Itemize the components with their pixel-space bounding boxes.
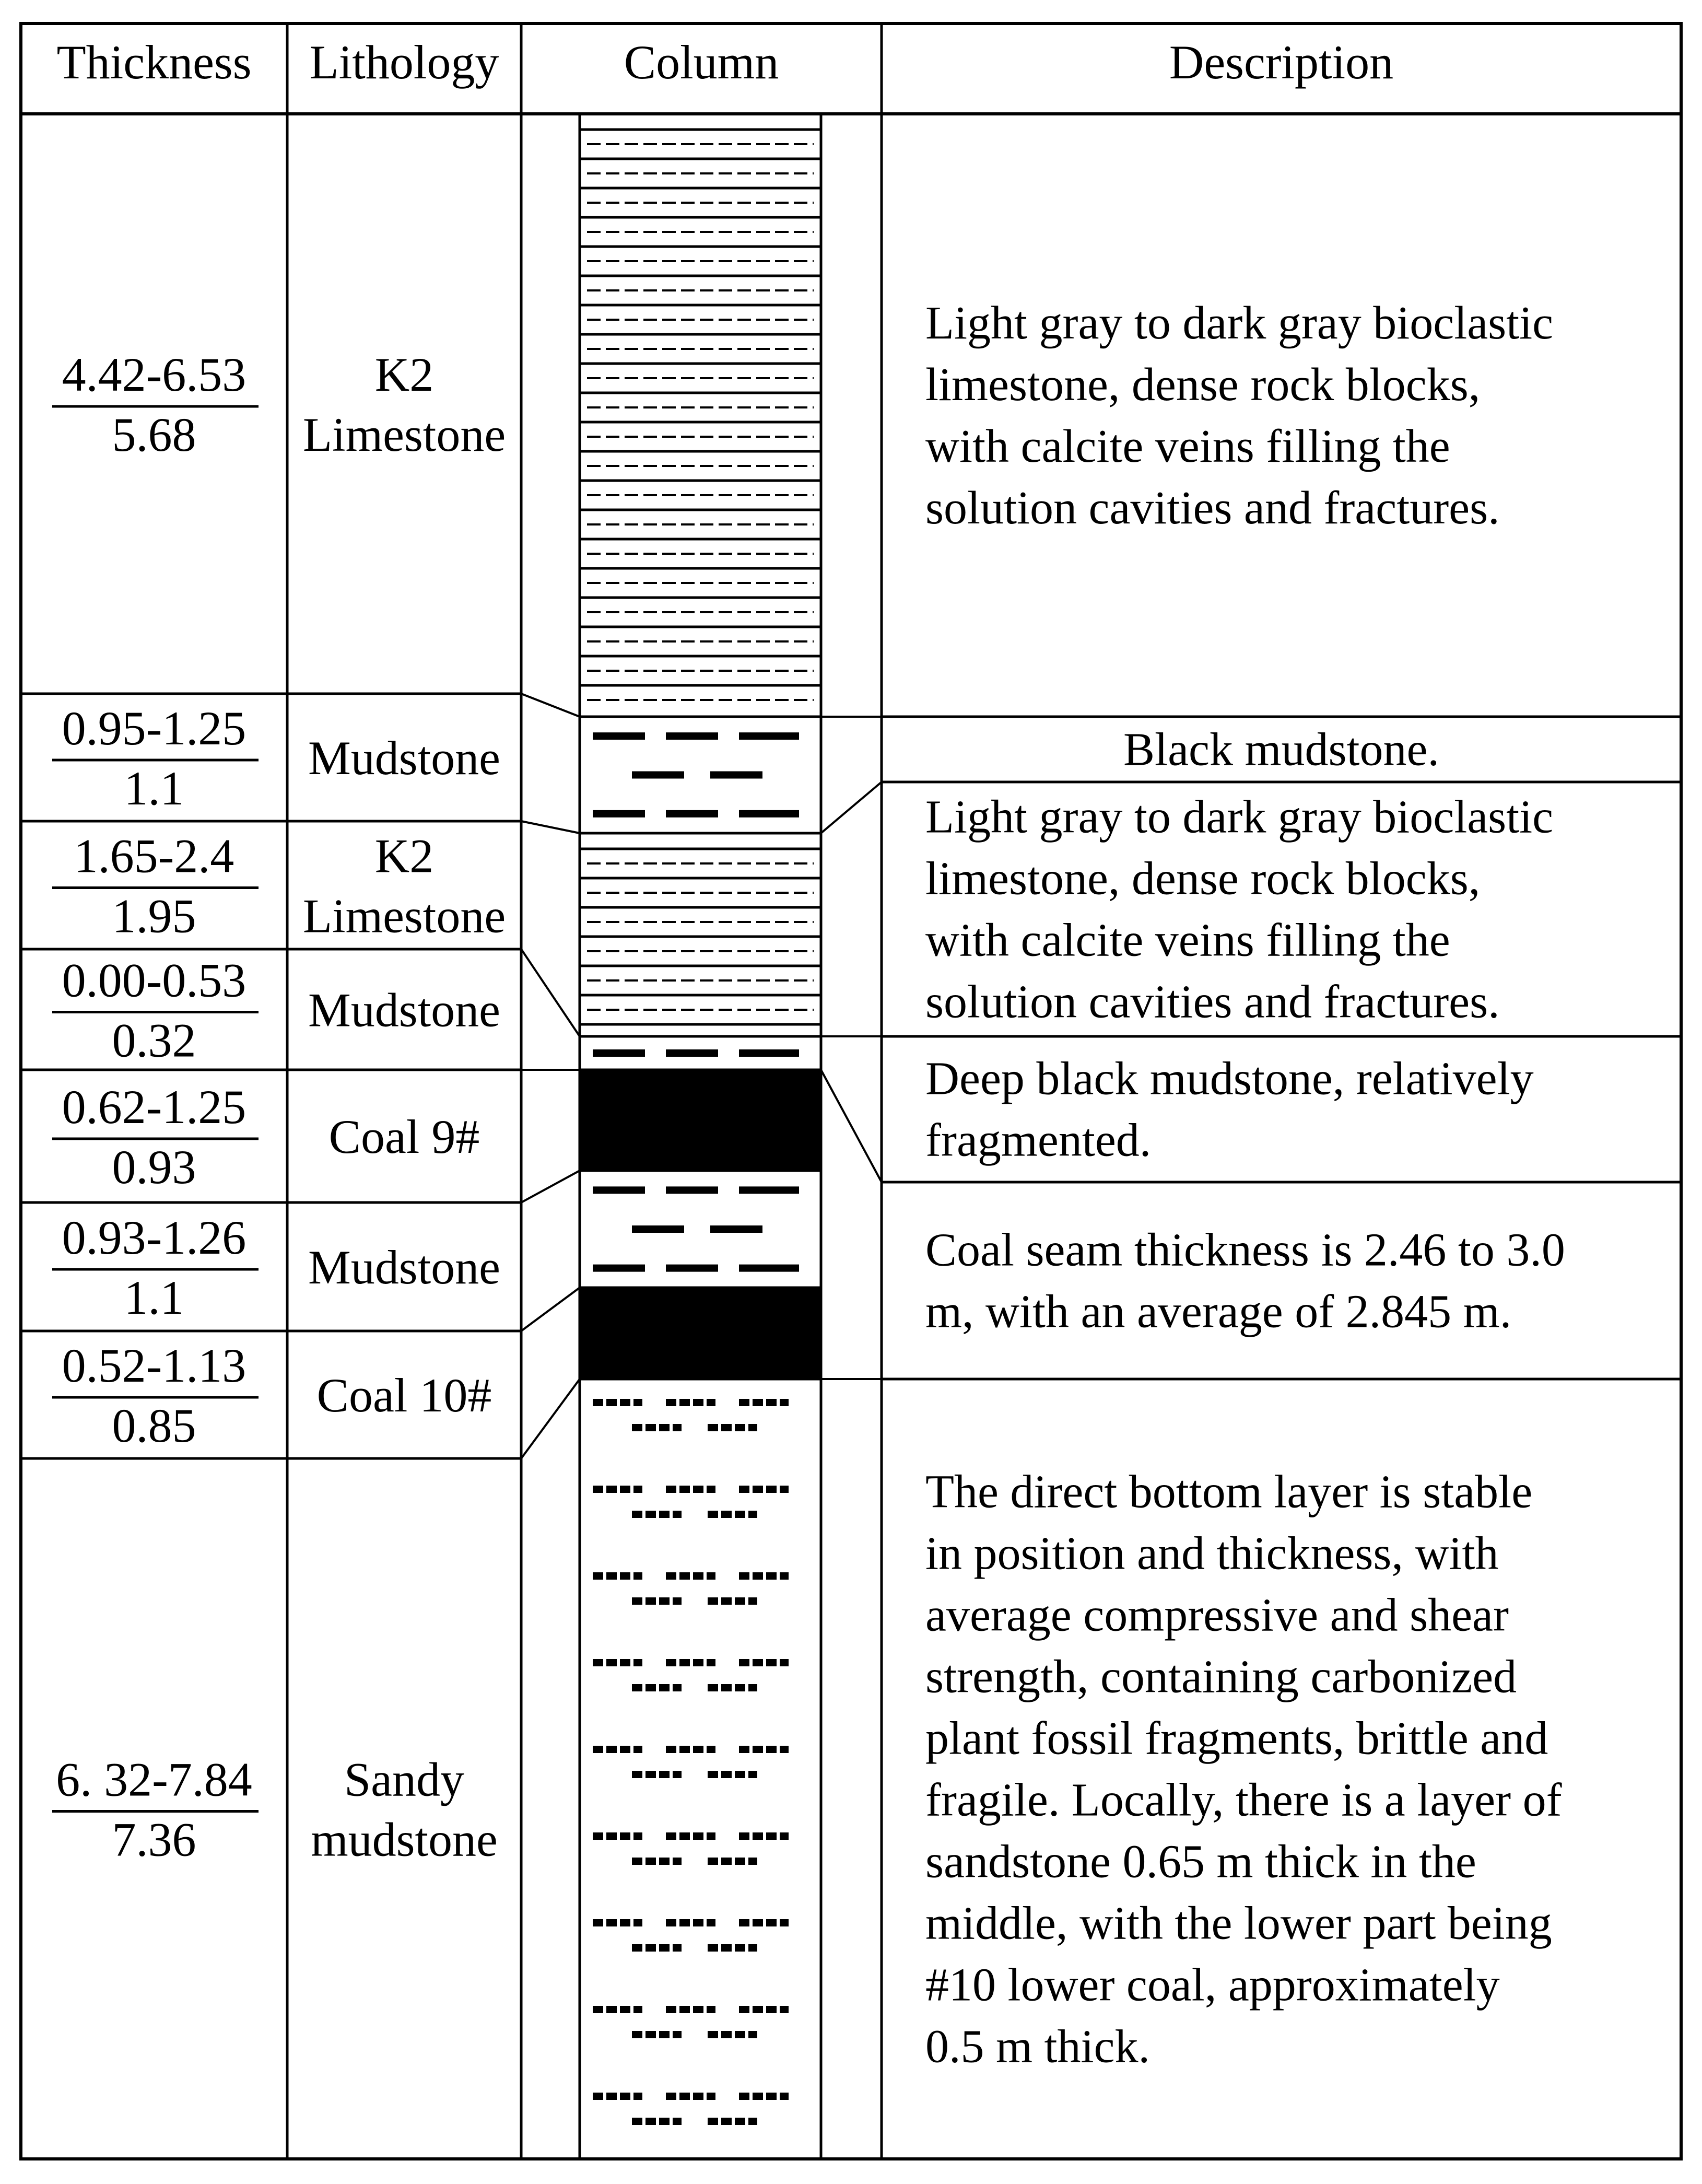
- description-line: Black mudstone.: [1123, 723, 1439, 776]
- description-line: #10 lower coal, approximately: [925, 1959, 1500, 2011]
- thickness-range: 6. 32-7.84: [56, 1753, 252, 1806]
- thickness-average: 0.93: [112, 1140, 196, 1194]
- description-line: limestone, dense rock blocks,: [925, 359, 1481, 411]
- thickness-average: 0.32: [112, 1013, 196, 1067]
- thickness-range: 0.00-0.53: [62, 953, 247, 1007]
- description-line: in position and thickness, with: [925, 1527, 1499, 1580]
- description-line: m, with an average of 2.845 m.: [925, 1286, 1512, 1338]
- lithology-name: mudstone: [311, 1813, 498, 1866]
- description-line: strength, containing carbonized: [925, 1651, 1517, 1703]
- header-description: Description: [1169, 36, 1394, 89]
- header-lithology: Lithology: [309, 36, 499, 89]
- description-line: solution cavities and fractures.: [925, 482, 1500, 534]
- layer-pattern-coal: [580, 1288, 821, 1379]
- header-thickness: Thickness: [56, 36, 252, 89]
- thickness-average: 1.1: [124, 1271, 184, 1324]
- description-line: Coal seam thickness is 2.46 to 3.0: [925, 1224, 1565, 1276]
- header-column: Column: [624, 36, 779, 89]
- description-block: [1123, 724, 1439, 776]
- lithology-name: Coal 10#: [316, 1369, 492, 1422]
- thickness-range: 0.52-1.13: [62, 1339, 247, 1392]
- lithology-name: Limestone: [302, 889, 506, 943]
- description-line: fragile. Locally, there is a layer of: [925, 1774, 1562, 1826]
- lithology-name: K2: [374, 829, 434, 883]
- coal-fill: [580, 1070, 821, 1171]
- thickness-range: 0.95-1.25: [62, 702, 247, 755]
- lithology-name: Mudstone: [308, 983, 500, 1037]
- lithology-name: Mudstone: [308, 731, 500, 785]
- description-line: The direct bottom layer is stable: [925, 1466, 1533, 1518]
- description-line: average compressive and shear: [925, 1589, 1509, 1641]
- lithology-name: K2: [374, 348, 434, 401]
- description-line: Light gray to dark gray bioclastic: [925, 791, 1554, 843]
- coal-fill: [580, 1288, 821, 1379]
- thickness-average: 7.36: [112, 1813, 196, 1866]
- thickness-average: 1.95: [112, 889, 196, 943]
- thickness-average: 1.1: [124, 762, 184, 815]
- lithology-name: Sandy: [344, 1753, 464, 1806]
- thickness-range: 0.93-1.26: [62, 1211, 247, 1264]
- description-line: middle, with the lower part being: [925, 1897, 1552, 1949]
- description-line: limestone, dense rock blocks,: [925, 852, 1481, 905]
- description-line: Light gray to dark gray bioclastic: [925, 297, 1554, 349]
- description-line: sandstone 0.65 m thick in the: [925, 1836, 1476, 1888]
- thickness-average: 5.68: [112, 408, 196, 461]
- description-line: with calcite veins filling the: [925, 421, 1450, 472]
- lithology-name: Mudstone: [308, 1241, 500, 1294]
- thickness-range: 1.65-2.4: [74, 829, 234, 883]
- thickness-range: 0.62-1.25: [62, 1080, 247, 1134]
- description-line: 0.5 m thick.: [925, 2021, 1150, 2073]
- description-line: fragmented.: [925, 1114, 1152, 1166]
- lithology-name: Limestone: [302, 408, 506, 461]
- thickness-range: 4.42-6.53: [62, 348, 247, 401]
- description-line: solution cavities and fractures.: [925, 976, 1500, 1028]
- lithology-name: Coal 9#: [328, 1110, 480, 1163]
- thickness-average: 0.85: [112, 1399, 196, 1452]
- description-line: with calcite veins filling the: [925, 914, 1450, 966]
- layer-pattern-coal: [580, 1070, 821, 1171]
- description-line: Deep black mudstone, relatively: [925, 1053, 1534, 1105]
- description-line: plant fossil fragments, brittle and: [925, 1712, 1548, 1765]
